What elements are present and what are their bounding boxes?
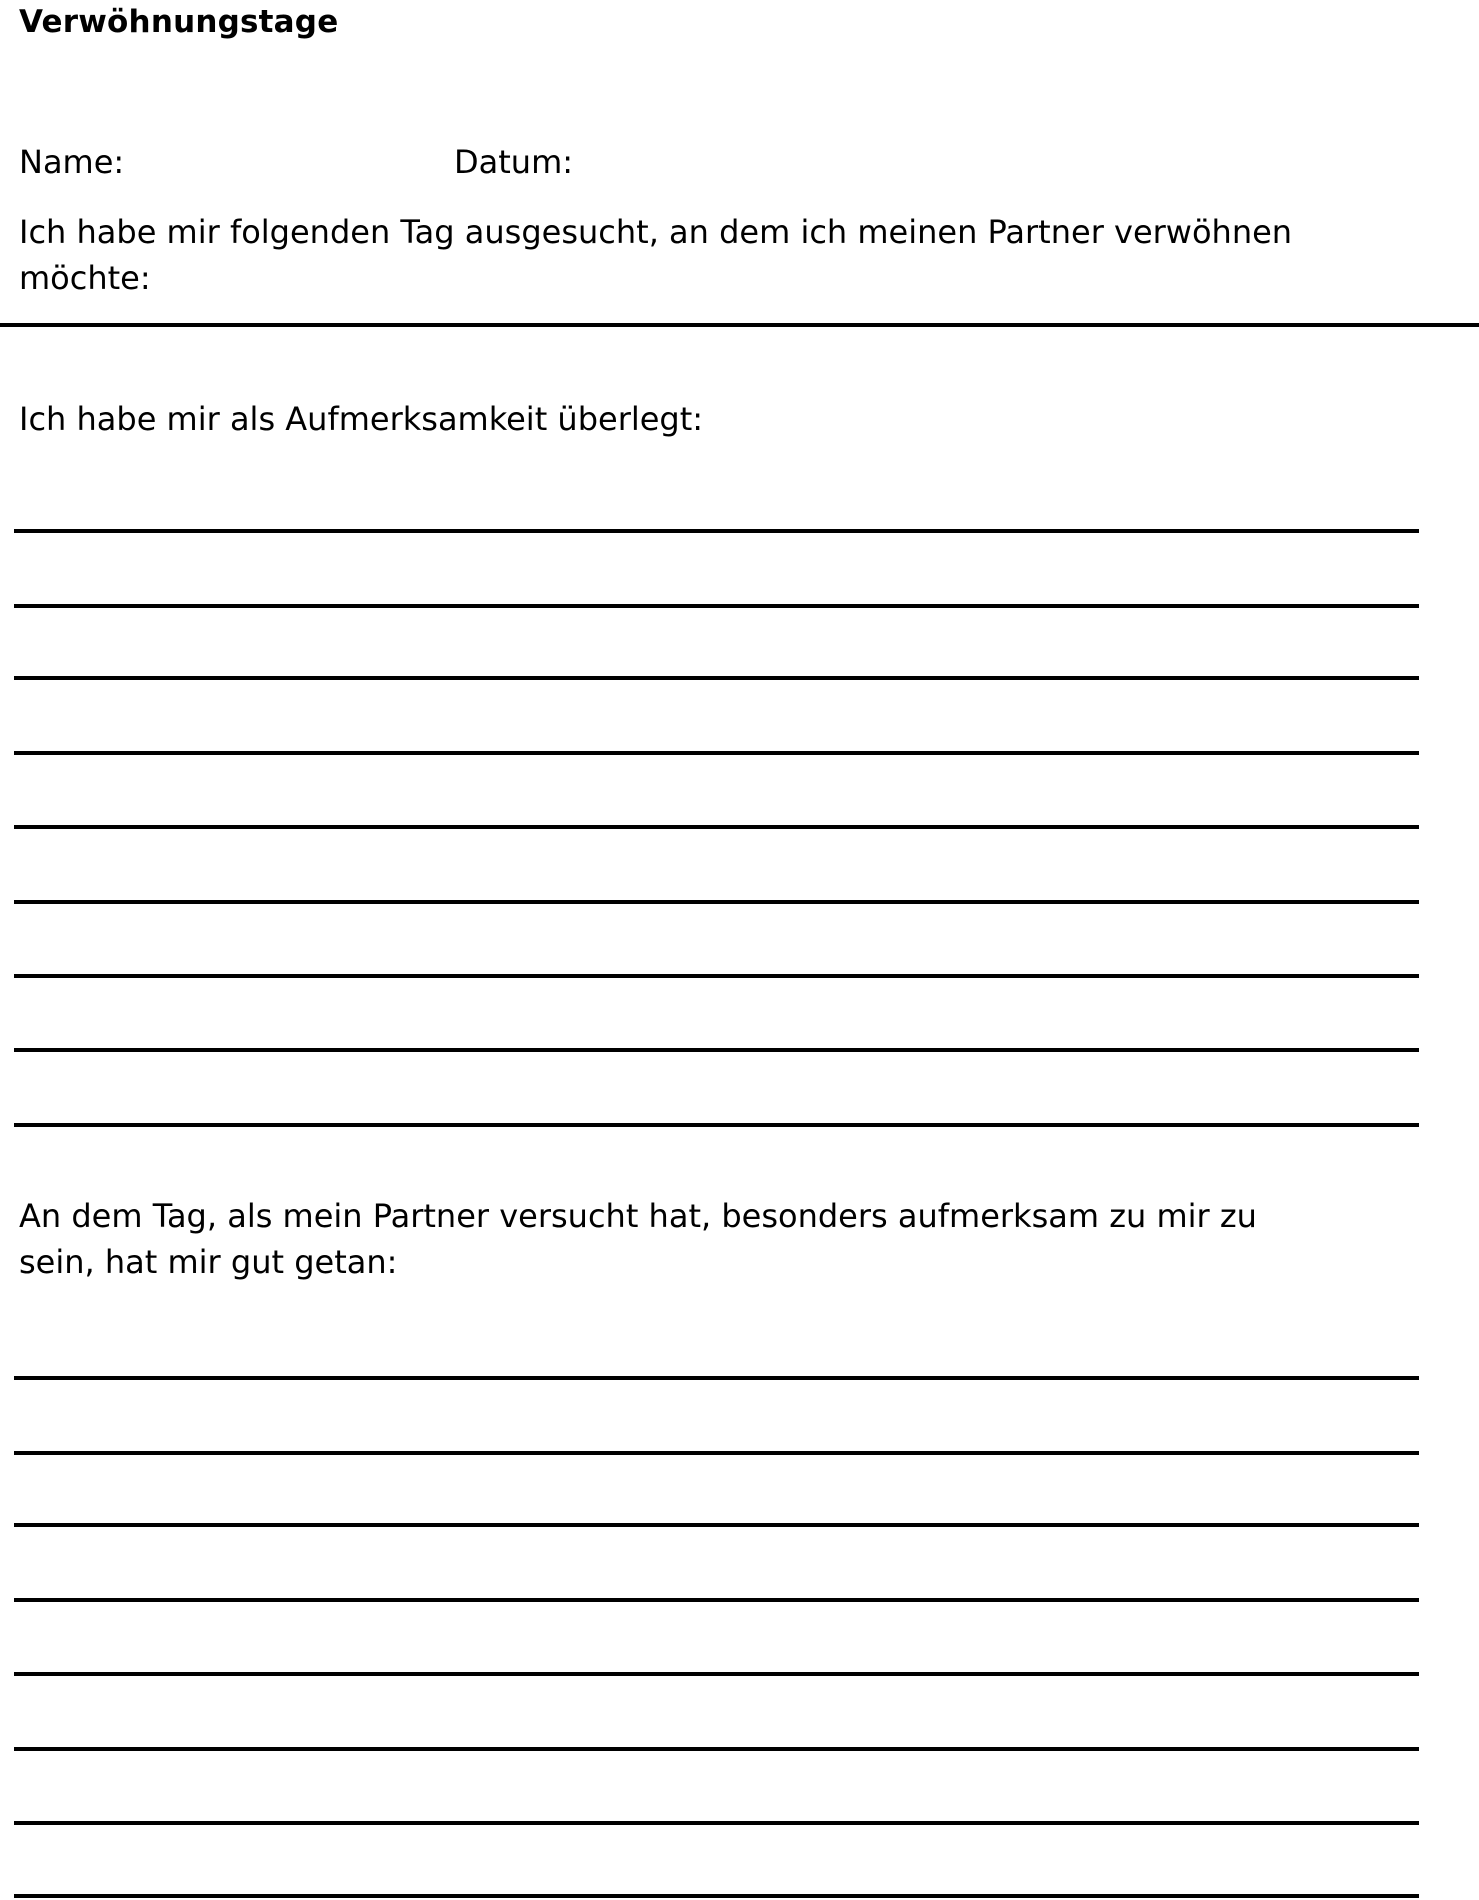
chosen-day-writing-line[interactable]	[0, 323, 1479, 327]
attention-prompt: Ich habe mir als Aufmerksamkeit überlegt:	[19, 400, 704, 438]
attention-writing-line[interactable]	[14, 825, 1419, 829]
attention-writing-line[interactable]	[14, 529, 1419, 533]
attention-writing-line[interactable]	[14, 974, 1419, 978]
feedback-writing-line[interactable]	[14, 1821, 1419, 1825]
attention-writing-line[interactable]	[14, 676, 1419, 680]
feedback-writing-line[interactable]	[14, 1747, 1419, 1751]
name-label: Name:	[19, 143, 125, 181]
attention-writing-line[interactable]	[14, 1048, 1419, 1052]
feedback-writing-line[interactable]	[14, 1451, 1419, 1455]
attention-writing-line[interactable]	[14, 604, 1419, 608]
feedback-writing-line[interactable]	[14, 1376, 1419, 1380]
feedback-prompt: An dem Tag, als mein Partner versucht hat, besonders aufmerksam zu mir zu sein, hat mir gut getan:	[19, 1197, 1257, 1281]
attention-writing-line[interactable]	[14, 1123, 1419, 1127]
page-title: Verwöhnungstage	[19, 4, 339, 40]
feedback-writing-line[interactable]	[14, 1894, 1419, 1898]
attention-writing-line[interactable]	[14, 900, 1419, 904]
feedback-writing-line[interactable]	[14, 1523, 1419, 1527]
feedback-writing-line[interactable]	[14, 1672, 1419, 1676]
chosen-day-prompt: Ich habe mir folgenden Tag ausgesucht, an dem ich meinen Partner verwöhnen möchte:	[19, 213, 1293, 297]
date-label: Datum:	[454, 143, 574, 181]
attention-writing-line[interactable]	[14, 751, 1419, 755]
feedback-writing-line[interactable]	[14, 1598, 1419, 1602]
